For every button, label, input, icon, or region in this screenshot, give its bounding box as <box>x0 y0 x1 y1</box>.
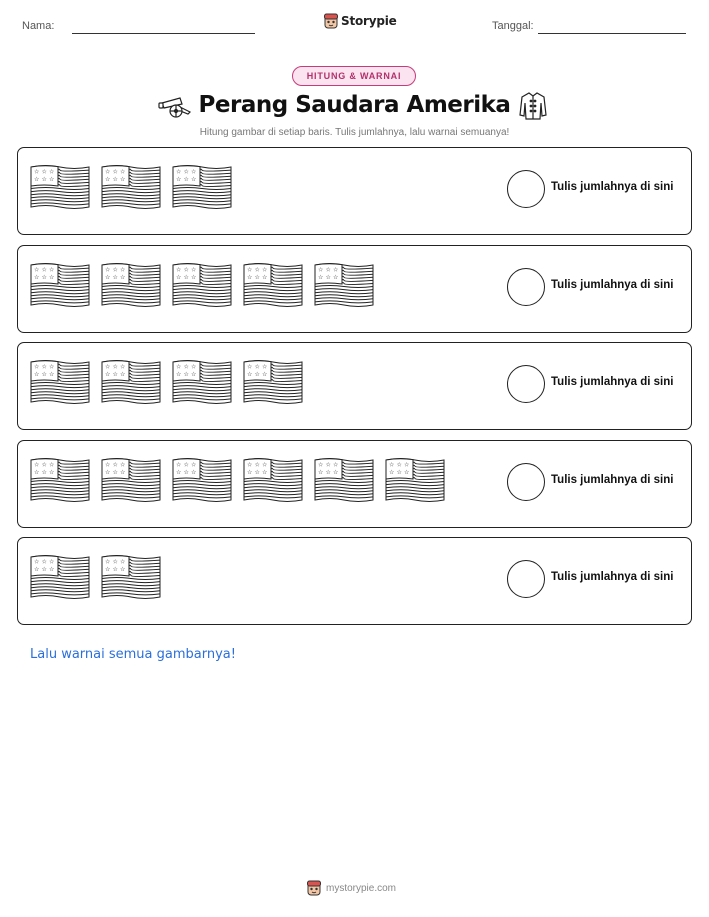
svg-text:☆: ☆ <box>325 274 331 281</box>
svg-text:☆: ☆ <box>262 461 268 469</box>
answer-label: Tulis jumlahnya di sini <box>551 376 674 388</box>
svg-text:☆: ☆ <box>105 469 111 476</box>
svg-text:☆: ☆ <box>183 274 189 281</box>
svg-text:☆: ☆ <box>191 176 197 183</box>
svg-text:☆: ☆ <box>49 363 55 371</box>
svg-text:☆: ☆ <box>254 469 260 476</box>
svg-text:☆: ☆ <box>41 266 47 274</box>
us-flag-icon <box>30 164 90 210</box>
svg-text:☆: ☆ <box>176 168 182 176</box>
svg-text:☆: ☆ <box>112 566 118 573</box>
us-flag-icon <box>101 359 161 405</box>
svg-text:☆: ☆ <box>120 469 126 476</box>
name-line[interactable] <box>72 33 255 34</box>
answer-label: Tulis jumlahnya di sini <box>551 181 674 193</box>
svg-text:☆: ☆ <box>247 274 253 281</box>
answer-label: Tulis jumlahnya di sini <box>551 571 674 583</box>
us-flag-icon <box>30 554 90 600</box>
svg-text:☆: ☆ <box>183 371 189 378</box>
us-flag-icon <box>101 262 161 308</box>
date-label: Tanggal: <box>492 20 534 32</box>
svg-text:☆: ☆ <box>191 266 197 274</box>
activity-badge: HITUNG & WARNAI <box>292 66 416 86</box>
svg-text:☆: ☆ <box>183 461 189 469</box>
svg-text:☆: ☆ <box>112 461 118 469</box>
worksheet-header <box>0 0 709 50</box>
svg-text:☆: ☆ <box>105 168 111 176</box>
us-flag-icon <box>101 554 161 600</box>
svg-text:☆: ☆ <box>318 274 324 281</box>
us-flag-icon <box>385 457 445 503</box>
svg-text:☆: ☆ <box>105 558 111 566</box>
coat-icon <box>519 91 547 121</box>
answer-circle[interactable] <box>507 268 545 306</box>
svg-text:☆: ☆ <box>49 566 55 573</box>
svg-text:☆: ☆ <box>191 274 197 281</box>
svg-text:☆: ☆ <box>41 558 47 566</box>
svg-text:☆: ☆ <box>183 363 189 371</box>
name-label: Nama: <box>22 20 55 32</box>
answer-circle[interactable] <box>507 463 545 501</box>
svg-text:☆: ☆ <box>396 469 402 476</box>
svg-text:☆: ☆ <box>120 461 126 469</box>
svg-text:☆: ☆ <box>112 176 118 183</box>
answer-label: Tulis jumlahnya di sini <box>551 279 674 291</box>
svg-text:☆: ☆ <box>318 469 324 476</box>
us-flag-icon <box>172 359 232 405</box>
svg-text:☆: ☆ <box>247 266 253 274</box>
svg-text:☆: ☆ <box>389 461 395 469</box>
us-flag-icon <box>243 457 303 503</box>
svg-text:☆: ☆ <box>318 266 324 274</box>
svg-text:☆: ☆ <box>191 461 197 469</box>
svg-text:☆: ☆ <box>120 371 126 378</box>
svg-text:☆: ☆ <box>254 461 260 469</box>
svg-text:☆: ☆ <box>112 371 118 378</box>
answer-circle[interactable] <box>507 560 545 598</box>
svg-text:☆: ☆ <box>247 363 253 371</box>
svg-text:☆: ☆ <box>105 176 111 183</box>
us-flag-icon <box>243 262 303 308</box>
svg-text:☆: ☆ <box>120 566 126 573</box>
svg-text:☆: ☆ <box>120 558 126 566</box>
svg-text:☆: ☆ <box>105 371 111 378</box>
storypie-mascot-icon <box>307 880 321 896</box>
svg-text:☆: ☆ <box>176 266 182 274</box>
us-flag-icon <box>30 359 90 405</box>
svg-text:☆: ☆ <box>262 371 268 378</box>
svg-text:☆: ☆ <box>183 266 189 274</box>
storypie-mascot-icon <box>324 13 338 29</box>
flag-group <box>30 457 445 503</box>
svg-text:☆: ☆ <box>176 461 182 469</box>
svg-text:☆: ☆ <box>49 168 55 176</box>
svg-text:☆: ☆ <box>34 558 40 566</box>
svg-text:☆: ☆ <box>34 274 40 281</box>
svg-text:☆: ☆ <box>396 461 402 469</box>
svg-text:☆: ☆ <box>112 266 118 274</box>
us-flag-icon <box>314 262 374 308</box>
svg-text:☆: ☆ <box>191 168 197 176</box>
svg-text:☆: ☆ <box>254 274 260 281</box>
svg-text:☆: ☆ <box>112 363 118 371</box>
svg-text:☆: ☆ <box>41 469 47 476</box>
page-title: Perang Saudara Amerika <box>198 92 511 118</box>
svg-text:☆: ☆ <box>49 176 55 183</box>
svg-text:☆: ☆ <box>191 363 197 371</box>
svg-text:☆: ☆ <box>105 363 111 371</box>
svg-text:☆: ☆ <box>120 168 126 176</box>
svg-text:☆: ☆ <box>34 461 40 469</box>
svg-text:☆: ☆ <box>333 274 339 281</box>
svg-text:☆: ☆ <box>183 168 189 176</box>
svg-text:☆: ☆ <box>34 566 40 573</box>
svg-text:☆: ☆ <box>112 274 118 281</box>
svg-text:☆: ☆ <box>34 168 40 176</box>
date-line[interactable] <box>538 33 686 34</box>
counting-row <box>17 147 692 235</box>
svg-text:☆: ☆ <box>325 469 331 476</box>
footer-url: mystorypie.com <box>326 882 397 894</box>
svg-text:☆: ☆ <box>262 266 268 274</box>
svg-text:☆: ☆ <box>318 461 324 469</box>
svg-text:☆: ☆ <box>41 274 47 281</box>
svg-text:☆: ☆ <box>41 566 47 573</box>
svg-text:☆: ☆ <box>247 469 253 476</box>
footer-note: Lalu warnai semua gambarnya! <box>30 647 236 662</box>
us-flag-icon <box>314 457 374 503</box>
counting-row <box>17 537 692 625</box>
svg-text:☆: ☆ <box>254 266 260 274</box>
answer-label: Tulis jumlahnya di sini <box>551 474 674 486</box>
flag-group <box>30 359 303 405</box>
svg-text:☆: ☆ <box>41 176 47 183</box>
svg-text:☆: ☆ <box>404 461 410 469</box>
counting-row <box>17 245 692 333</box>
svg-text:☆: ☆ <box>333 469 339 476</box>
svg-text:☆: ☆ <box>404 469 410 476</box>
us-flag-icon <box>30 457 90 503</box>
svg-text:☆: ☆ <box>176 274 182 281</box>
us-flag-icon <box>172 457 232 503</box>
svg-text:☆: ☆ <box>105 266 111 274</box>
svg-text:☆: ☆ <box>176 176 182 183</box>
svg-text:☆: ☆ <box>176 469 182 476</box>
instructions-subtitle: Hitung gambar di setiap baris. Tulis jumlahnya, lalu warnai semuanya! <box>199 127 510 138</box>
svg-text:☆: ☆ <box>112 469 118 476</box>
us-flag-icon <box>101 457 161 503</box>
flag-group <box>30 554 161 600</box>
svg-text:☆: ☆ <box>49 461 55 469</box>
svg-text:☆: ☆ <box>120 176 126 183</box>
svg-text:☆: ☆ <box>34 469 40 476</box>
answer-circle[interactable] <box>507 365 545 403</box>
counting-row <box>17 440 692 528</box>
svg-text:☆: ☆ <box>191 469 197 476</box>
svg-text:☆: ☆ <box>34 176 40 183</box>
svg-text:☆: ☆ <box>262 363 268 371</box>
svg-text:☆: ☆ <box>120 266 126 274</box>
svg-text:☆: ☆ <box>34 371 40 378</box>
svg-text:☆: ☆ <box>254 363 260 371</box>
svg-text:☆: ☆ <box>183 469 189 476</box>
svg-text:☆: ☆ <box>254 371 260 378</box>
svg-text:☆: ☆ <box>49 469 55 476</box>
svg-text:☆: ☆ <box>389 469 395 476</box>
us-flag-icon <box>101 164 161 210</box>
svg-text:☆: ☆ <box>41 168 47 176</box>
svg-text:☆: ☆ <box>34 266 40 274</box>
svg-text:☆: ☆ <box>49 266 55 274</box>
us-flag-icon <box>172 164 232 210</box>
svg-text:☆: ☆ <box>262 274 268 281</box>
svg-text:☆: ☆ <box>325 266 331 274</box>
svg-text:☆: ☆ <box>333 266 339 274</box>
svg-text:☆: ☆ <box>333 461 339 469</box>
svg-text:☆: ☆ <box>247 461 253 469</box>
counting-row <box>17 342 692 430</box>
svg-text:☆: ☆ <box>41 363 47 371</box>
svg-text:☆: ☆ <box>105 274 111 281</box>
svg-text:☆: ☆ <box>191 371 197 378</box>
svg-text:☆: ☆ <box>49 274 55 281</box>
svg-text:☆: ☆ <box>120 274 126 281</box>
svg-text:☆: ☆ <box>176 371 182 378</box>
svg-text:☆: ☆ <box>105 566 111 573</box>
flag-group <box>30 164 232 210</box>
svg-text:☆: ☆ <box>262 469 268 476</box>
svg-text:☆: ☆ <box>325 461 331 469</box>
site-footer <box>307 880 396 896</box>
svg-text:☆: ☆ <box>247 371 253 378</box>
answer-circle[interactable] <box>507 170 545 208</box>
us-flag-icon <box>243 359 303 405</box>
us-flag-icon <box>172 262 232 308</box>
svg-text:☆: ☆ <box>41 461 47 469</box>
svg-text:☆: ☆ <box>49 371 55 378</box>
svg-text:☆: ☆ <box>112 558 118 566</box>
brand-name: Storypie <box>341 14 397 28</box>
svg-text:☆: ☆ <box>176 363 182 371</box>
flag-group <box>30 262 374 308</box>
svg-text:☆: ☆ <box>120 363 126 371</box>
svg-text:☆: ☆ <box>112 168 118 176</box>
svg-text:☆: ☆ <box>49 558 55 566</box>
svg-text:☆: ☆ <box>41 371 47 378</box>
svg-text:☆: ☆ <box>183 176 189 183</box>
svg-text:☆: ☆ <box>105 461 111 469</box>
svg-text:☆: ☆ <box>34 363 40 371</box>
us-flag-icon <box>30 262 90 308</box>
brand-logo <box>324 13 397 29</box>
